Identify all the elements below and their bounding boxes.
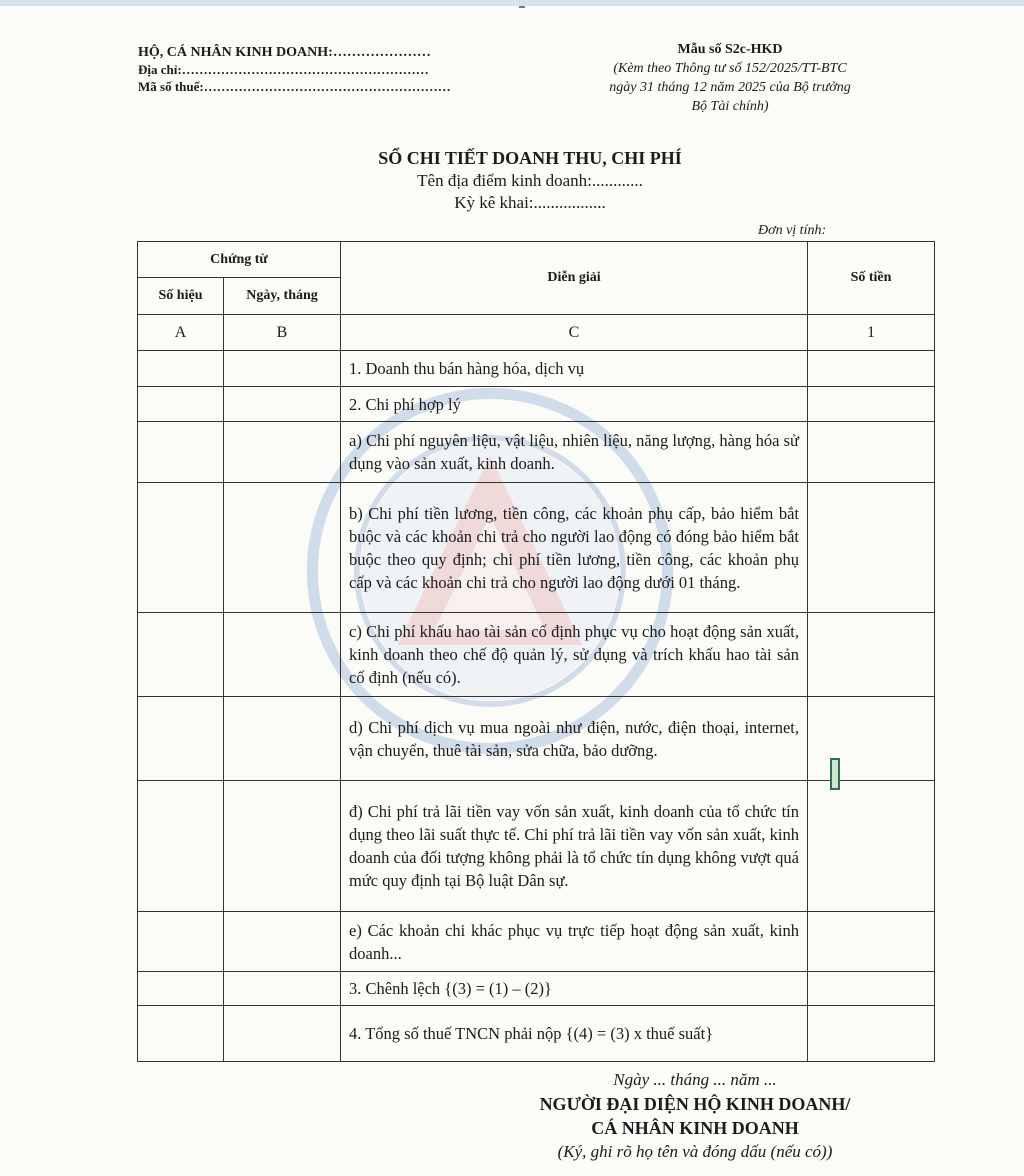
document-page [0,6,1024,1176]
voucher-number-cell[interactable] [138,781,224,912]
table-row [138,422,935,483]
table-header-row [138,242,935,278]
amount-cell[interactable] [808,613,935,697]
voucher-date-cell[interactable] [224,697,341,781]
voucher-group-header: Chứng từ [138,242,341,278]
amount-cell[interactable] [808,483,935,613]
table-row [138,483,935,613]
voucher-number-cell[interactable] [138,972,224,1006]
signer-role-line-1: NGƯỜI ĐẠI DIỆN HỘ KINH DOANH/ [539,1094,851,1114]
signature-date: Ngày ... tháng ... năm ... [613,1070,777,1089]
table-row [138,613,935,697]
description-cell: a) Chi phí nguyên liệu, vật liệu, nhiên liệu, năng lượng, hàng hóa sử dụng vào sản xuất, kinh doanh. [341,422,808,483]
table-row [138,972,935,1006]
voucher-number-cell[interactable] [138,1006,224,1062]
voucher-number-cell[interactable] [138,613,224,697]
description-cell: đ) Chi phí trả lãi tiền vay vốn sản xuất, kinh doanh của tổ chức tín dụng theo lãi suất thực tế. Chi phí trả lãi tiền vay vốn sản xuất, kinh doanh của đối tượng không phải là tổ chức tín dụng không vượt quá mức quy định tại Bộ luật Dân sự. [341,781,808,912]
table-row [138,387,935,422]
description-cell: 1. Doanh thu bán hàng hóa, dịch vụ [341,351,808,387]
voucher-number-cell[interactable] [138,387,224,422]
form-note-line-3: Bộ Tài chính) [691,99,769,114]
description-cell: d) Chi phí dịch vụ mua ngoài như điện, nước, điện thoại, internet, vận chuyển, thuê tài sản, sửa chữa, bảo dưỡng. [341,697,808,781]
voucher-date-cell[interactable] [224,351,341,387]
voucher-number-header: Số hiệu [138,278,224,315]
amount-cell[interactable] [808,1006,935,1062]
amount-header: Số tiền [808,242,935,315]
signature-hint: (Ký, ghi rõ họ tên và đóng dấu (nếu có)) [557,1142,833,1161]
location-line: Tên địa điểm kinh doanh:............ [417,171,643,190]
table-row [138,912,935,972]
period-line: Kỳ kê khai:................. [454,193,606,212]
signature-block [470,1068,920,1164]
description-cell: 4. Tổng số thuế TNCN phải nộp {(4) = (3) x thuế suất} [341,1006,808,1062]
description-cell: b) Chi phí tiền lương, tiền công, các khoản phụ cấp, bảo hiểm bắt buộc và các khoản chi trả cho người lao động có đóng bảo hiểm bắt buộc theo quy định; chi phí tiền lương, tiền công, các khoản phụ cấp và các khoản chi trả cho người lao động dưới 01 tháng. [341,483,808,613]
address-line: Địa chỉ:………………………………………………… [138,62,429,77]
signer-role-line-2: CÁ NHÂN KINH DOANH [591,1118,799,1138]
description-cell: 3. Chênh lệch {(3) = (1) – (2)} [341,972,808,1006]
business-name-line: HỘ, CÁ NHÂN KINH DOANH:………………… [138,45,431,60]
description-cell: c) Chi phí khấu hao tài sản cố định phục vụ cho hoạt động sản xuất, kinh doanh theo chế độ quản lý, sử dụng và trích khấu hao tài sản cố định (nếu có). [341,613,808,697]
table-row [138,781,935,912]
ledger-table [137,241,935,1062]
unit-label: Đơn vị tính: [758,223,827,238]
document-title: SỔ CHI TIẾT DOANH THU, CHI PHÍ [378,148,682,168]
form-number: Mẫu số S2c-HKD [677,42,783,57]
business-header [138,44,451,95]
voucher-number-cell[interactable] [138,483,224,613]
voucher-date-cell[interactable] [224,912,341,972]
voucher-date-cell[interactable] [224,387,341,422]
voucher-date-cell[interactable] [224,613,341,697]
voucher-date-cell[interactable] [224,422,341,483]
voucher-number-cell[interactable] [138,422,224,483]
voucher-number-cell[interactable] [138,351,224,387]
form-reference [540,40,920,116]
description-cell: 2. Chi phí hợp lý [341,387,808,422]
form-note-line-1: (Kèm theo Thông tư số 152/2025/TT-BTC [613,61,847,76]
amount-cell[interactable] [808,387,935,422]
title-block [230,146,830,214]
table-row [138,351,935,387]
voucher-date-header: Ngày, tháng [224,278,341,315]
amount-cell[interactable] [808,781,935,912]
amount-cell[interactable] [808,351,935,387]
description-cell: e) Các khoản chi khác phục vụ trực tiếp hoạt động sản xuất, kinh doanh... [341,912,808,972]
voucher-date-cell[interactable] [224,972,341,1006]
voucher-date-cell[interactable] [224,1006,341,1062]
tax-code-line: Mã số thuế:………………………………………………… [138,79,451,94]
amount-cell[interactable] [808,422,935,483]
page-mark [519,6,525,8]
amount-cell[interactable] [808,697,935,781]
table-row [138,1006,935,1062]
code-cell: B [224,315,341,351]
code-cell: C [341,315,808,351]
code-cell: A [138,315,224,351]
description-header: Diễn giải [341,242,808,315]
form-note-line-2: ngày 31 tháng 12 năm 2025 của Bộ trưởng [609,80,851,95]
amount-cell[interactable] [808,912,935,972]
amount-cell[interactable] [808,972,935,1006]
text-cursor-handle[interactable] [830,758,840,790]
table-row [138,697,935,781]
code-cell: 1 [808,315,935,351]
voucher-number-cell[interactable] [138,697,224,781]
voucher-date-cell[interactable] [224,483,341,613]
column-code-row [138,315,935,351]
voucher-date-cell[interactable] [224,781,341,912]
voucher-number-cell[interactable] [138,912,224,972]
